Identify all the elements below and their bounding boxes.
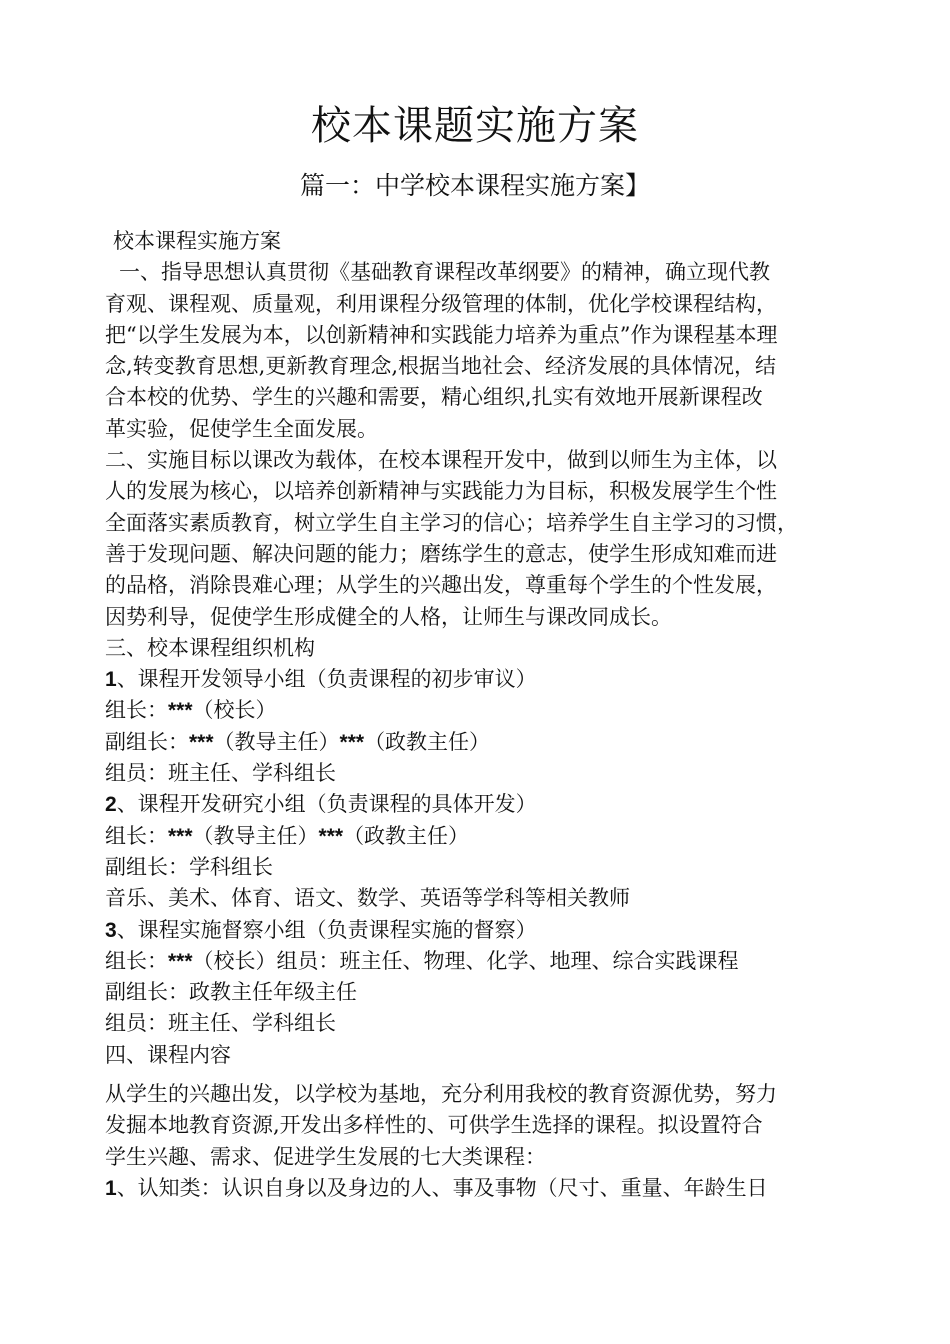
list-item: 组长：***（校长）组员：班主任、物理、化学、地理、综合实践课程 [105, 948, 739, 973]
document-body [105, 226, 875, 1204]
list-item: 1、认知类：认识自身以及身边的人、事及事物（尺寸、重量、年龄生日 [105, 1175, 768, 1200]
list-item: 副组长：学科组长 [105, 854, 273, 879]
list-item: 组员：班主任、学科组长 [105, 761, 336, 786]
paragraph-line: 育观、课程观、质量观，利用课程分级管理的体制，优化学校课程结构， [105, 291, 777, 316]
section-heading: 四、课程内容 [105, 1042, 231, 1067]
paragraph-line: 的品格，消除畏难心理；从学生的兴趣出发，尊重每个学生的个性发展， [105, 573, 777, 598]
paragraph-spacer [105, 1071, 875, 1079]
list-item: 组长：***（校长） [105, 698, 277, 723]
section-heading: 校本课程实施方案 [113, 229, 281, 253]
paragraph-line: 善于发现问题、解决问题的能力；磨练学生的意志，使学生形成知难而进 [105, 541, 777, 566]
paragraph-line: 从学生的兴趣出发，以学校为基地，充分利用我校的教育资源优势，努力 [105, 1082, 777, 1107]
paragraph-line: 发掘本地教育资源,开发出多样性的、可供学生选择的课程。拟设置符合 [105, 1113, 763, 1138]
section-heading: 三、校本课程组织机构 [105, 635, 315, 660]
paragraph-line: 把“以学生发展为本，以创新精神和实践能力培养为重点”作为课程基本理 [105, 322, 778, 347]
list-item: 组员：班主任、学科组长 [105, 1011, 336, 1036]
document-subtitle: 篇一：中学校本课程实施方案】 [299, 171, 650, 200]
paragraph-line: 合本校的优势、学生的兴趣和需要，精心组织,扎实有效地开展新课程改 [105, 385, 763, 410]
paragraph-line: 一、指导思想认真贯彻《基础教育课程改革纲要》的精神，确立现代教 [119, 260, 770, 285]
group-heading: 1、课程开发领导小组（负责课程的初步审议） [105, 667, 537, 692]
document-title: 校本课题实施方案 [311, 103, 639, 149]
paragraph-line: 因势利导，促使学生形成健全的人格，让师生与课改同成长。 [105, 604, 672, 629]
list-item: 组长：***（教导主任）***（政教主任） [105, 823, 470, 848]
group-heading: 2、课程开发研究小组（负责课程的具体开发） [105, 792, 537, 817]
paragraph-line: 学生兴趣、需求、促进学生发展的七大类课程： [105, 1144, 546, 1169]
list-item: 副组长：政教主任年级主任 [105, 980, 357, 1005]
group-heading: 3、课程实施督察小组（负责课程实施的督察） [105, 917, 537, 942]
paragraph-line: 革实验，促使学生全面发展。 [105, 416, 378, 441]
list-item: 副组长：***（教导主任）***（政教主任） [105, 729, 491, 754]
list-item: 音乐、美术、体育、语文、数学、英语等学科等相关教师 [105, 886, 630, 911]
paragraph-line: 全面落实素质教育，树立学生自主学习的信心；培养学生自主学习的习惯， [105, 510, 798, 535]
paragraph-line: 念,转变教育思想,更新教育理念,根据当地社会、经济发展的具体情况，结 [105, 354, 777, 379]
paragraph-line: 二、实施目标以课改为载体，在校本课程开发中，做到以师生为主体，以 [105, 448, 777, 473]
paragraph-line: 人的发展为核心，以培养创新精神与实践能力为目标，积极发展学生个性 [105, 479, 777, 504]
